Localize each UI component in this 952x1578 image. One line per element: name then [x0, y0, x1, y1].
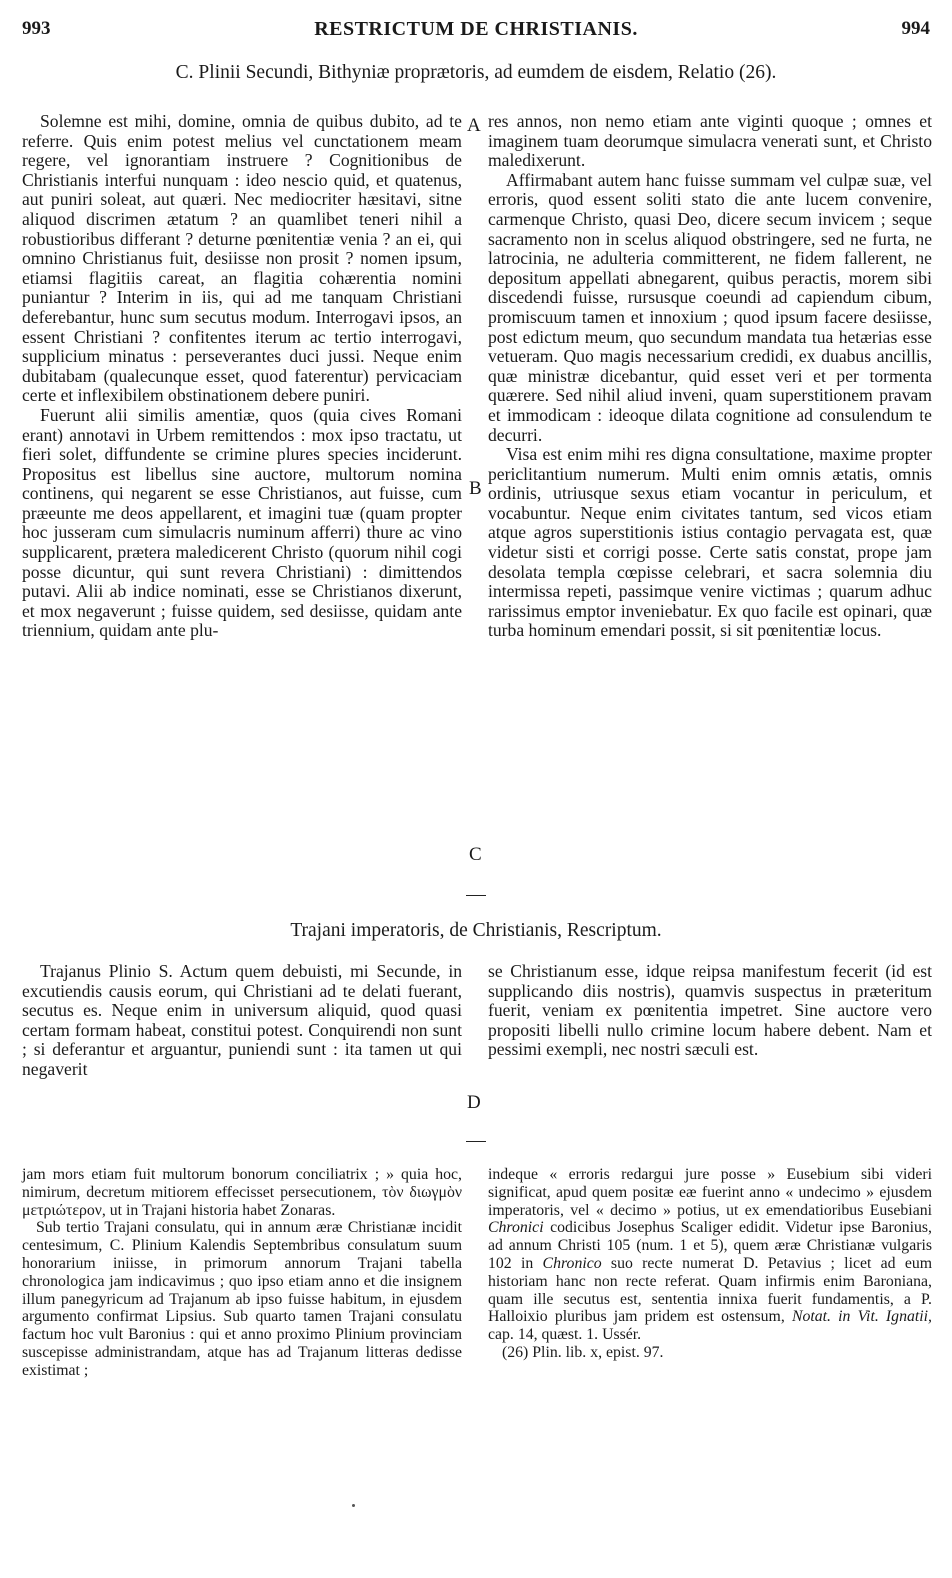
relatio-paragraph: res annos, non nemo etiam ante viginti quoque ; omnes et imaginem tuam deorumque simulacra venerati sunt, et Christo maledixerunt.: [488, 111, 932, 171]
relatio-column-right: [488, 112, 932, 641]
note-text: indeque « erroris redargui jure posse » Eusebium sibi videri significat, apud quem positæ eæ fuerint anno « undecimo » ejusdem imperatoris, vel « decimo » potius, ut ex emendatioribus Eusebiani: [488, 1166, 932, 1219]
rescriptum-paragraph: se Christianum esse, idque reipsa manifestum fecerit (id est supplicando diis nostris), quamvis suspectus in præteritum fuerit, veniam ex pœnitentia impetret. Sine auctore vero propositi libelli nullo crimine locum habere debent. Nam et pessimi exempli, nec nostri sæculi est.: [488, 961, 932, 1060]
note-text: cap. 14, quæst. 1. Ussér.: [488, 1326, 642, 1344]
print-speck: [352, 1504, 355, 1507]
relatio-paragraph: Visa est enim mihi res digna consultatione, maxime propter periclitantium numerum. Multi enim omnis ætatis, omnis ordinis, utriusque sexus etiam vocantur in periculum, et vocabuntur. Neque enim civitates tantum, sed vicos etiam atque agros superstitionis istius contagio pervagata est, quæ videtur sisti et corrigi posse. Certe satis constat, prope jam desolata templa cœpisse celebrari, et sacra solemnia diu intermissa repeti, passimque venire victimas ; quarum adhuc rarissimus emptor inveniebatur. Ex quo facile est opinari, quæ turba hominum emendari possit, si sit pœnitentiæ locus.: [488, 444, 932, 641]
running-header: [22, 18, 930, 46]
notes-divider: [466, 1141, 486, 1142]
note-paragraph: Sub tertio Trajani consulatu, qui in annum æræ Christianæ incidit centesimum, C. Plinium Kalendis Septembribus consulatum suum honorarium iniisse, in primorum annorum Trajani tabella chronologica jam indicavimus ; quo ipso etiam anno et die insignem illum panegyricum ad Trajanum ab ipso fuisse habitum, in ejusdem argumento confirmat Lipsius. Sub quarto tamen Trajani consulatu factum hoc vult Baronius : qui et anno proximo Plinium provinciam suscepisse administrandam, atque has ad Trajanum litteras dedisse existimat ;: [22, 1219, 462, 1379]
relatio-column-left: [22, 112, 462, 641]
running-title: RESTRICTUM DE CHRISTIANIS.: [314, 18, 638, 40]
rescriptum-column-right: [488, 962, 932, 1060]
notes-column-left: [22, 1166, 462, 1380]
margin-letter-b: B: [469, 478, 482, 499]
rescriptum-paragraph: Trajanus Plinio S. Actum quem debuisti, mi Secunde, in excutiendis causis eorum, qui Christiani ad te delati fuerant, secutus es. Neque enim in universum aliquid, quod quasi certam formam habeat, constitui potest. Conquirendi non sunt ; si deferantur et arguantur, puniendi sunt : ita tamen ut qui negaverit: [22, 961, 462, 1079]
footnote: (26) Plin. lib. x, epist. 97.: [502, 1343, 664, 1361]
page-number-right: 994: [901, 18, 930, 39]
rescriptum-title: Trajani imperatoris, de Christianis, Rescriptum.: [290, 920, 662, 941]
relatio-paragraph: Affirmabant autem hanc fuisse summam vel culpæ suæ, vel erroris, quod essent soliti stato die ante lucem convenire, carmenque Christo, quasi Deo, dicere secum invicem ; seque sacramento non in scelus aliquod obstringere, sed ne furta, ne latrocinia, ne adulteria committerent, ne fidem fallerent, ne depositum appellati abnegarent, quibus peractis, morem sibi discedendi fuisse, rursusque coeundi ad capiendum cibum, promiscuum tamen et innoxium ; quod ipsum facere desiisse, post edictum meum, quo secundum mandata tua hetærias esse vetueram. Quo magis necessarium credidi, ex duabus ancillis, quæ ministræ dicebantur, quid esset veri et per tormenta quærere. Sed nihil aliud inveni, quam superstitionem pravam et immodicam : ideoque dilata cognitione ad consulendum te decurri.: [488, 169, 932, 445]
relatio-title: C. Plinii Secundi, Bithyniæ proprætoris, ad eumdem de eisdem, Relatio (26).: [175, 62, 777, 83]
relatio-paragraph: Fuerunt alii similis amentiæ, quos (quia cives Romani erant) annotavi in Urbem remittendos : mox ipso tractatu, ut fieri solet, diffundente se crimine plures species inciderunt. Propositus est libellus sine auctore, multorum nomina continens, qui negarent se esse Christianos, aut fuisse, cum præeunte me deos appellarent, et imagini tuæ (quam propter hoc jusseram cum simulacris numinum afferri) thure ac vino supplicarent, prætera maledicerent Christo (quorum nihil cogi posse dicuntur, qui sunt revera Christiani) : dimittendos putavi. Alii ab indice nominati, esse se Christianos dixerunt, et mox negaverunt ; fuisse quidem, sed desiisse, quidam ante triennium, quidam ante plu-: [22, 404, 462, 641]
notes-column-right: [488, 1166, 932, 1362]
note-citation: Notat. in Vit. Ignatii,: [791, 1308, 932, 1326]
note-text: suo recte numerat D. Petavius ; licet ad eum historiam hanc non recte referat. Quam infirmis enim Baroniana, quam ille secutus est, sententia innixa fuerit fundamentis, a P. Halloixio pluribus jam pridem est ostensum,: [488, 1254, 933, 1326]
note-italic: Chronici: [488, 1219, 544, 1237]
note-paragraph: jam mors etiam fuit multorum bonorum conciliatrix ; » quia hoc, nimirum, decretum mitiorem effecisset persecutionem, τὸν διωγμὸν μετριώτερον, ut in Trajani historia habet Zonaras.: [22, 1166, 462, 1219]
rescriptum-column-left: [22, 962, 462, 1080]
section-divider: [466, 895, 486, 896]
relatio-paragraph: Solemne est mihi, domine, omnia de quibus dubito, ad te referre. Quis enim potest melius vel cunctationem meam regere, vel ignorantiam instruere ? Cognitionibus de Christianis interfui nunquam : ideo nescio quid, et quatenus, aut puniri soleat, aut quæri. Nec mediocriter hæsitavi, sitne aliquod discrimen ætatum ? an quamlibet teneri nihil a robustioribus differant ? deturne pœnitentiæ venia ? an ei, qui omnino Christianus fuit, desiisse non prosit ? nomen ipsum, etiamsi flagitiis careat, an flagitia cohærentia nomini puniantur ? Interim in iis, qui ad me tanquam Christiani deferebantur, hunc sum secutus modum. Interrogavi ipsos, an essent Christiani ? confitentes iterum ac tertio interrogavi, supplicium minatus : perseverantes duci jussi. Neque enim dubitabam (qualecunque esset, quod faterentur) pervicaciam certe et inflexibilem obstinationem debere puniri.: [22, 111, 462, 406]
margin-letter-a: A: [467, 115, 481, 136]
margin-letter-c: C: [469, 844, 482, 865]
note-text: codicibus Josephus Scaliger edidit. Videtur ipse Baronius, ad annum Christi 105 (num. 1 et 5), quem æræ Christianæ vulgaris 102 in: [488, 1219, 933, 1272]
note-italic: Chronico: [542, 1254, 602, 1272]
note-paragraph: [488, 1166, 932, 1344]
margin-letter-d: D: [467, 1092, 481, 1113]
page-number-left: 993: [22, 18, 51, 39]
